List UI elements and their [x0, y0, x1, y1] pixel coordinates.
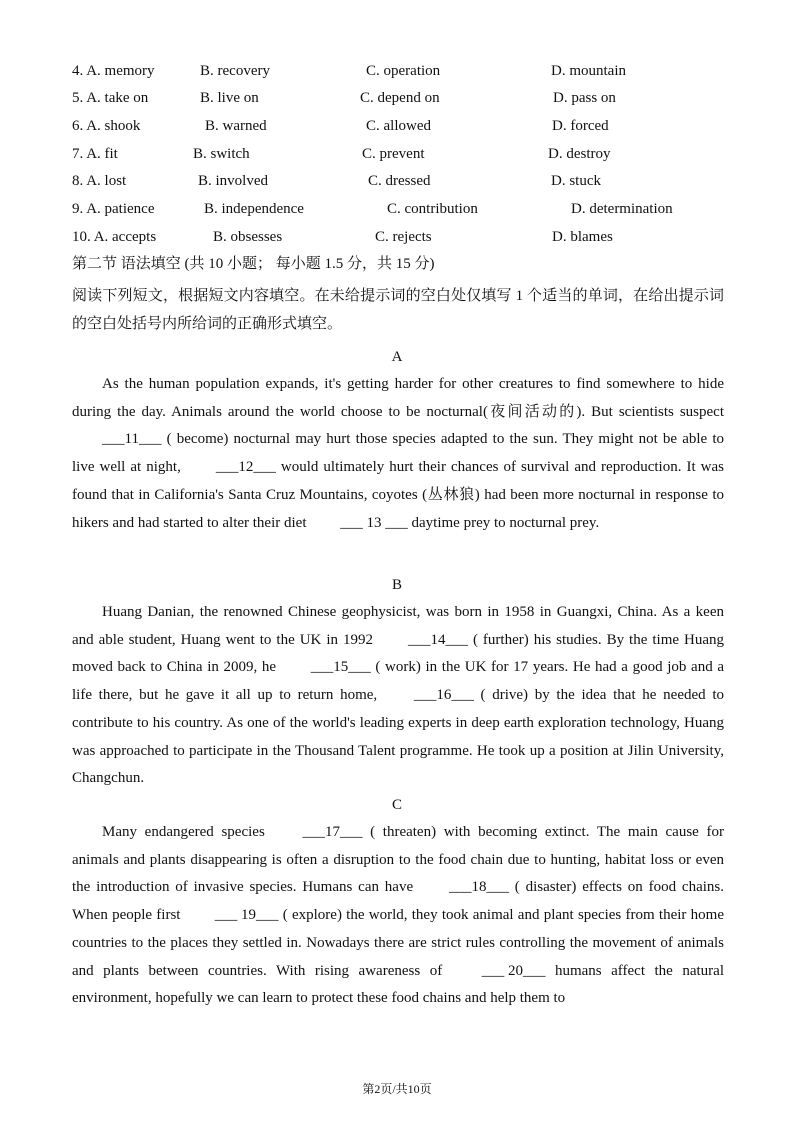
blank-18[interactable]: ___18___: [448, 879, 509, 896]
option-row-5: [0, 87, 794, 109]
section-heading: 第二节 语法填空 (共 10 小题； 每小题 1.5 分，共 15 分): [72, 256, 435, 272]
option-row-4: [0, 60, 794, 82]
option-d: D. blames: [552, 229, 613, 245]
passage-text: As the human population expands, it's getting harder for other creatures to find somewhere to hide during the day. Animals around the world choose to be nocturnal(夜间活动的). But scientists suspect: [72, 376, 724, 420]
option-b: B. obsesses: [213, 229, 283, 245]
option-c: C. depend on: [360, 90, 440, 106]
passage-text: ( become) nocturnal may hurt those species adapted to the sun. They might not be able to live well at night,: [72, 431, 724, 476]
passage-text: ( drive) by the idea that he needed to contribute to his country. As one of the world's leading experts in deep earth exploration technology, Huang was approached to participate in the Thousand Talent programme. He took up a position at Jilin University, Changchun.: [72, 687, 724, 787]
option-a: [72, 198, 155, 220]
option-c: C. rejects: [375, 229, 432, 245]
option-a: [72, 226, 156, 248]
passage-label-a: A: [391, 349, 403, 365]
option-a: [72, 60, 155, 82]
option-b: B. recovery: [200, 63, 270, 79]
option-row-6: [0, 115, 794, 137]
blank-20[interactable]: ___ 20___: [481, 962, 546, 979]
option-d: D. destroy: [548, 146, 611, 162]
passage-text: ( disaster) effects on food chains. When people first: [72, 879, 724, 924]
option-row-9: [0, 198, 794, 220]
blank-19[interactable]: ___ 19___: [214, 907, 279, 924]
passage-label-c: C: [391, 797, 402, 813]
option-c: C. contribution: [387, 201, 478, 217]
option-a-text: A. take on: [86, 90, 149, 106]
option-a-text: A. shook: [86, 118, 141, 134]
option-c: C. prevent: [362, 146, 425, 162]
blank-12[interactable]: ___12___: [215, 459, 276, 476]
blank-17[interactable]: ___17___: [302, 824, 363, 840]
option-d: D. forced: [552, 118, 609, 134]
passage-text: ( work) in the UK for 17 years. He had a good job and a life there, but he gave it all up to return home,: [72, 659, 725, 704]
option-c: C. allowed: [366, 118, 431, 134]
question-number: 5.: [72, 90, 84, 106]
option-row-7: [0, 143, 794, 165]
passage-text: humans affect the natural environment, hopefully we can learn to protect these food chains and help them to: [72, 962, 724, 1007]
option-b: B. switch: [193, 146, 250, 162]
option-c: C. dressed: [368, 173, 431, 189]
option-b: B. warned: [205, 118, 267, 134]
passage-text: ( threaten) with becoming extinct. The main cause for animals and plants disappearing is often a disruption to the food chain due to hunting, habitat loss or even the introduction of invasive species. Humans can have: [72, 824, 724, 896]
blank-14[interactable]: ___14___: [407, 631, 468, 648]
option-c: C. operation: [366, 63, 441, 79]
question-number: 4.: [72, 63, 84, 79]
blank-16[interactable]: ___16___: [413, 687, 474, 704]
option-a-text: A. lost: [86, 173, 127, 189]
blank-15[interactable]: ___15___: [310, 659, 371, 676]
option-d: D. mountain: [551, 63, 626, 79]
passage-text: daytime prey to nocturnal prey.: [407, 514, 600, 531]
passage-label-b: B: [391, 577, 402, 593]
option-b: B. involved: [198, 173, 268, 189]
section-instruction: 阅读下列短文，根据短文内容填空。在未给提示词的空白处仅填写 1 个适当的单词，在给出提示词的空白处括号内所给词的正确形式填空。: [72, 288, 724, 332]
option-a-text: A. memory: [86, 63, 155, 79]
option-a: [72, 87, 148, 109]
passage-text: ( further) his studies. By the time Huang moved back to China in 2009, he: [72, 631, 724, 676]
option-a-text: A. fit: [86, 146, 118, 162]
option-b: B. independence: [204, 201, 304, 217]
passage-text: Many endangered species: [102, 824, 273, 840]
question-number: 7.: [72, 146, 84, 162]
option-b: B. live on: [200, 90, 259, 106]
passage-text: would ultimately hurt their chances of survival and reproduction. It was found that in California's Santa Cruz Mountains, coyotes (丛林狼) had been more nocturnal in response to hikers and had started to alter their diet: [72, 459, 724, 531]
option-a-text: A. patience: [86, 201, 155, 217]
option-d: D. determination: [571, 201, 673, 217]
passage-b: [72, 599, 724, 793]
question-number: 9.: [72, 201, 84, 217]
option-row-8: [0, 170, 794, 192]
blank-11[interactable]: ___11___: [102, 431, 162, 448]
option-row-10: [0, 226, 794, 248]
option-d: D. stuck: [551, 173, 601, 189]
passage-a: [72, 371, 724, 537]
question-number: 10.: [72, 229, 91, 245]
passage-text: Huang Danian, the renowned Chinese geophysicist, was born in 1958 in Guangxi, China. As a keen and able student, Huang went to the UK in 1992: [72, 604, 724, 648]
question-number: 8.: [72, 173, 84, 189]
option-a: [72, 170, 126, 192]
option-a: [72, 143, 118, 165]
option-a: [72, 115, 140, 137]
blank-13[interactable]: ___ 13 ___: [340, 514, 408, 531]
option-d: D. pass on: [553, 90, 616, 106]
page-number: 第2页/共10页: [362, 1082, 432, 1096]
question-number: 6.: [72, 118, 84, 134]
passage-c: [72, 819, 724, 1013]
option-a-text: A. accepts: [93, 229, 157, 245]
passage-text: ( explore) the world, they took animal and plant species from their home countries to the places they settled in. Nowadays there are strict rules controlling the movement of animals and plants between countries. With rising awareness of: [72, 907, 724, 979]
